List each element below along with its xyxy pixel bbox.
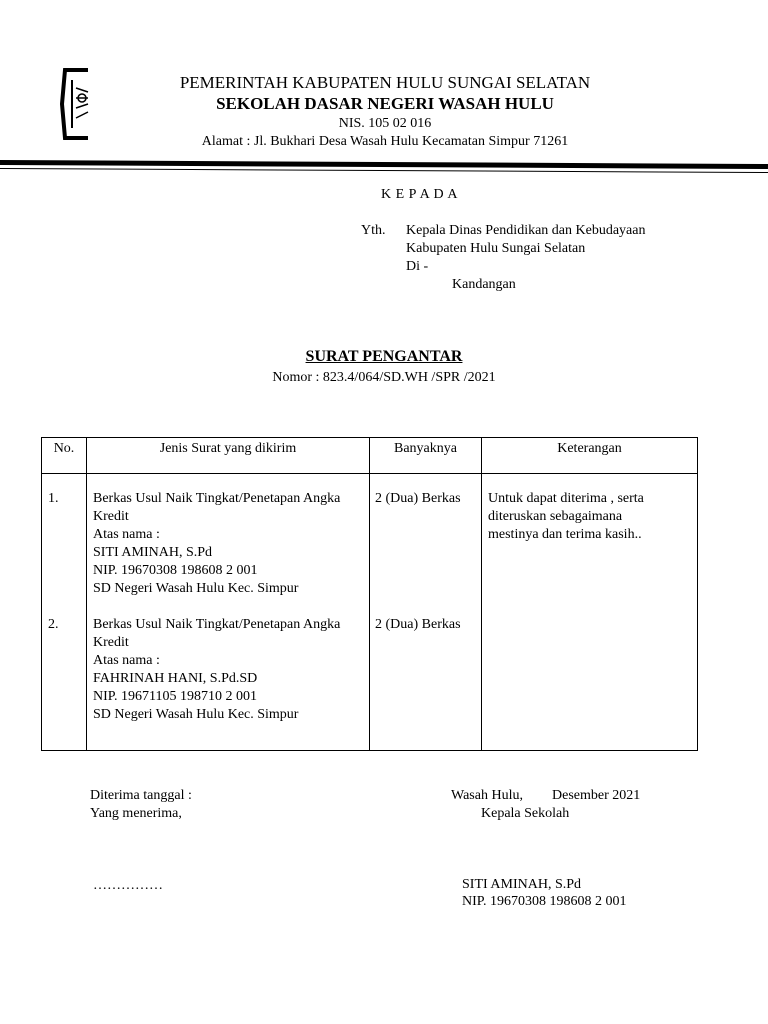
row-number: 1.: [48, 491, 59, 506]
col-header-banyaknya: Banyaknya: [370, 438, 482, 474]
signer-name: SITI AMINAH, S.Pd: [462, 877, 582, 892]
signing-date: Desember 2021: [552, 788, 641, 803]
jenis-text: Atas nama :: [93, 527, 160, 542]
letter-number: Nomor : 823.4/064/SD.WH /SPR /2021: [272, 370, 496, 385]
row-number: 2.: [48, 617, 59, 632]
recipient-line-1: Kepala Dinas Pendidikan dan Kebudayaan: [406, 223, 646, 238]
jenis-text: SITI AMINAH, S.Pd: [93, 545, 213, 560]
signing-place: Wasah Hulu,: [451, 788, 523, 803]
school-logo: [60, 68, 90, 140]
jenis-text: FAHRINAH HANI, S.Pd.SD: [93, 671, 258, 686]
recipient-line-2: Kabupaten Hulu Sungai Selatan: [406, 241, 586, 256]
col-header-no: No.: [42, 438, 87, 474]
receiver-label: Yang menerima,: [90, 806, 182, 821]
school-nis: NIS. 105 02 016: [338, 116, 432, 131]
letterhead-divider-thin: [0, 168, 768, 173]
keterangan-text: mestinya dan terima kasih..: [488, 527, 642, 542]
banyaknya-text: 2 (Dua) Berkas: [375, 617, 461, 632]
keterangan-text: Untuk dapat diterima , serta: [488, 491, 644, 506]
jenis-text: NIP. 19670308 198608 2 001: [93, 563, 258, 578]
cell-jenis: [87, 474, 370, 751]
jenis-text: Berkas Usul Naik Tingkat/Penetapan Angka Kredit: [93, 491, 341, 524]
jenis-text: SD Negeri Wasah Hulu Kec. Simpur: [93, 707, 299, 722]
recipient-city: Kandangan: [452, 277, 516, 292]
receiver-signature-dots: ……………: [93, 878, 163, 893]
list-item: [93, 490, 364, 598]
jenis-text: SD Negeri Wasah Hulu Kec. Simpur: [93, 581, 299, 596]
col-header-keterangan: Keterangan: [482, 438, 698, 474]
jenis-text: Berkas Usul Naik Tingkat/Penetapan Angka Kredit: [93, 617, 341, 650]
jenis-text: Atas nama :: [93, 653, 160, 668]
list-item: [93, 616, 364, 724]
gov-header-line: PEMERINTAH KABUPATEN HULU SUNGAI SELATAN: [179, 73, 591, 92]
received-date-label: Diterima tanggal :: [90, 788, 192, 803]
col-header-jenis: Jenis Surat yang dikirim: [87, 438, 370, 474]
kepada-label: K E P A D A: [381, 187, 458, 202]
school-emblem-icon: [60, 68, 90, 140]
document-table: [41, 437, 698, 751]
signer-nip: NIP. 19670308 198608 2 001: [462, 894, 627, 909]
keterangan-text: diteruskan sebagaimana: [488, 509, 623, 524]
cell-banyaknya: [370, 474, 482, 751]
signer-role: Kepala Sekolah: [481, 806, 570, 821]
keterangan-block: [488, 490, 692, 544]
recipient-line-3: Di -: [406, 259, 429, 274]
banyaknya-text: 2 (Dua) Berkas: [375, 491, 461, 506]
school-name: SEKOLAH DASAR NEGERI WASAH HULU: [216, 94, 554, 113]
letter-title: SURAT PENGANTAR: [305, 348, 463, 365]
table-header-row: [42, 438, 698, 474]
cell-keterangan: [482, 474, 698, 751]
cell-no: [42, 474, 87, 751]
jenis-text: NIP. 19671105 198710 2 001: [93, 689, 257, 704]
yth-label: Yth.: [361, 223, 386, 238]
school-address: Alamat : Jl. Bukhari Desa Wasah Hulu Kecamatan Simpur 71261: [201, 134, 569, 149]
table-row: [42, 474, 698, 751]
